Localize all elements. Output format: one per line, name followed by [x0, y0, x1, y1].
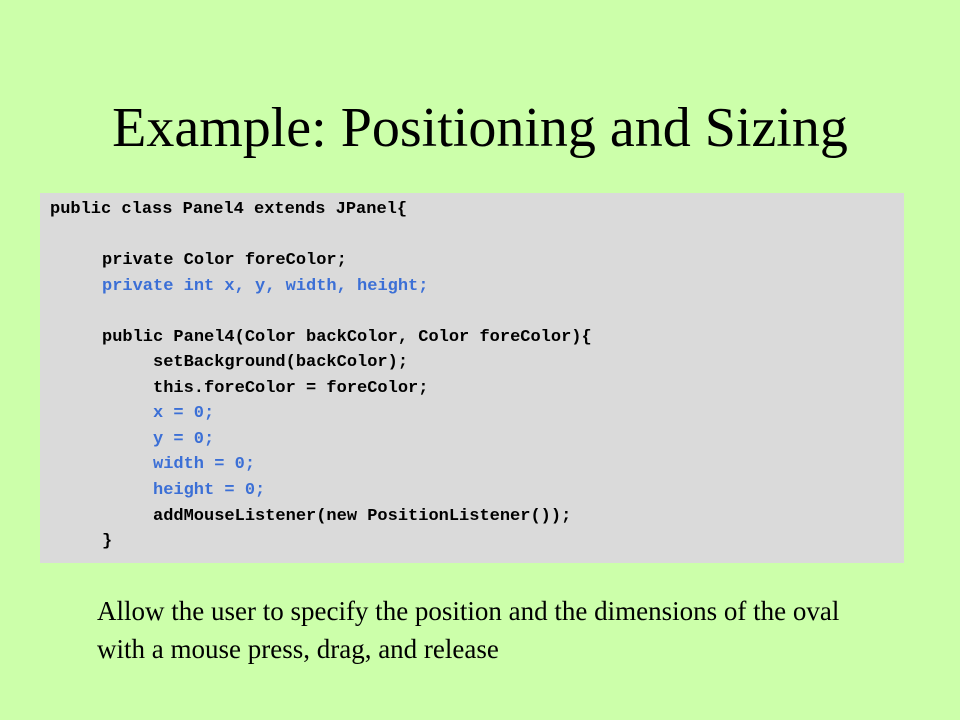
code-line-add-mouse-listener: addMouseListener(new PositionListener());	[153, 507, 572, 526]
code-line-assign-forecolor: this.foreColor = foreColor;	[153, 379, 429, 398]
code-line-position-fields: private int x, y, width, height;	[102, 277, 429, 296]
code-line-assign-width: width = 0;	[153, 455, 256, 474]
code-line-assign-height: height = 0;	[153, 481, 266, 500]
code-line-class-declaration: public class Panel4 extends JPanel{	[50, 200, 408, 219]
code-line-set-background: setBackground(backColor);	[153, 353, 409, 372]
code-line-assign-x: x = 0;	[153, 404, 215, 423]
slide-caption: Allow the user to specify the position and the dimensions of the oval with a mouse press, drag, and release	[97, 596, 840, 664]
code-line-closing-brace: }	[102, 532, 113, 551]
slide-title: Example: Positioning and Sizing	[112, 97, 848, 159]
code-line-forecolor-field: private Color foreColor;	[102, 251, 347, 270]
code-line-assign-y: y = 0;	[153, 430, 215, 449]
code-line-constructor-signature: public Panel4(Color backColor, Color foreColor){	[102, 328, 592, 347]
